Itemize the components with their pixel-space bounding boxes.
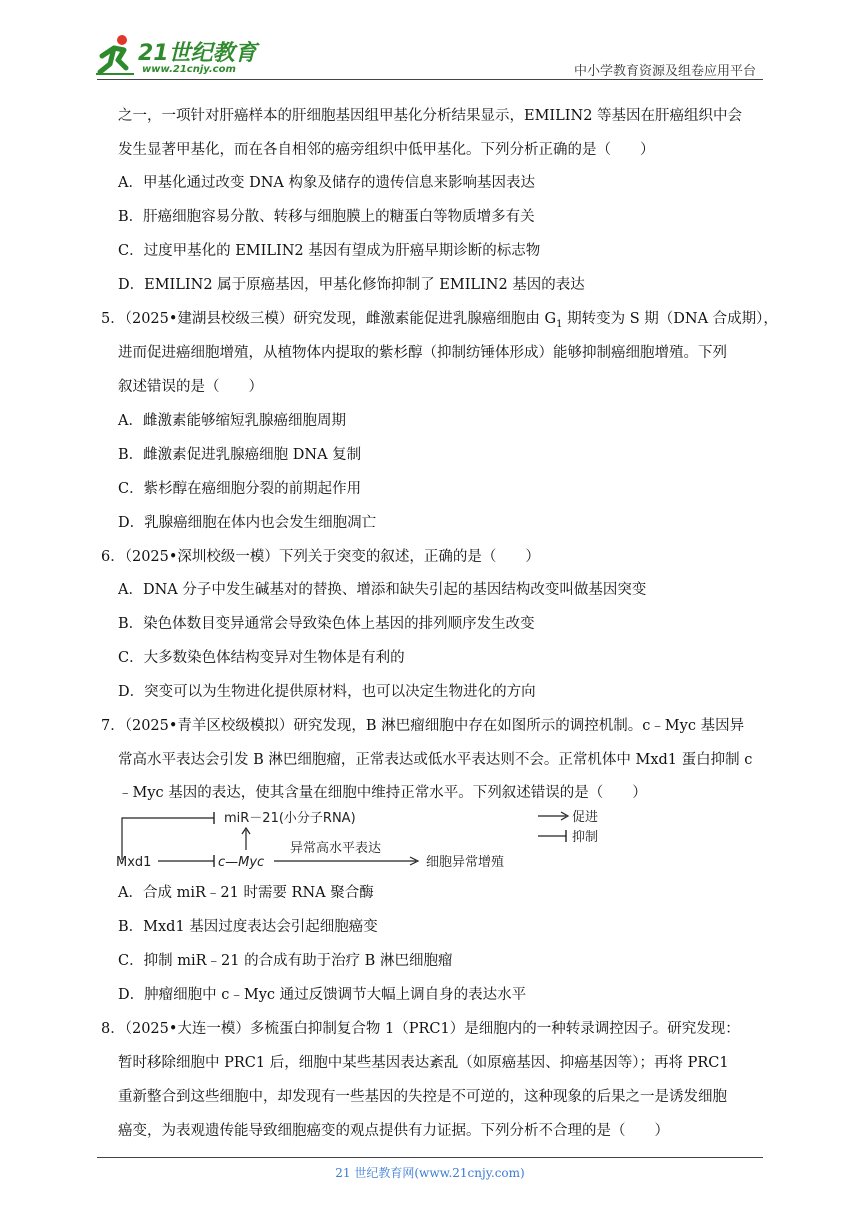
q4-option-a: A．甲基化通过改变 DNA 构象及储存的遗传信息来影响基因表达 [118, 175, 535, 191]
site-logo [92, 34, 262, 78]
result-label: 细胞异常增殖 [426, 855, 505, 870]
q8-stem-line-2: 暂时移除细胞中 PRC1 后，细胞中某些基因表达紊乱（如原癌基因、抑癌基因等）；再将 PRC1 [118, 1055, 729, 1071]
legend-inhibit-label: 抑制 [572, 830, 599, 845]
q7-option-d: D．肿瘤细胞中 c﹣Myc 通过反馈调节大幅上调自身的表达水平 [118, 987, 527, 1003]
platform-name: 中小学教育资源及组卷应用平台 [573, 64, 756, 79]
q5-option-b: B．雌激素促进乳腺癌细胞 DNA 复制 [118, 447, 362, 463]
q8-stem-line-1: 8．（2025•大连一模）多梳蛋白抑制复合物 1（PRC1）是细胞内的一种转录调控因子。研究发现： [101, 1021, 740, 1037]
q6-option-b: B．染色体数目变异通常会导致染色体上基因的排列顺序发生改变 [118, 616, 535, 632]
q4-option-b: B．肝癌细胞容易分散、转移与细胞膜上的糖蛋白等物质增多有关 [118, 209, 535, 225]
runner-logo-icon [96, 34, 136, 76]
q5-stem-line-2: 进而促进癌细胞增殖，从植物体内提取的紫杉醇（抑制纺锤体形成）能够抑制癌细胞增殖。下列 [118, 345, 727, 361]
q7-stem-line-3: ﹣Myc 基因的表达，使其含量在细胞中维持正常水平。下列叙述错误的是（ ） [118, 785, 647, 801]
q4-continuation-2: 发生显著甲基化，而在各自相邻的癌旁组织中低甲基化。下列分析正确的是（ ） [118, 142, 655, 158]
q7-option-a: A．合成 miR﹣21 时需要 RNA 聚合酶 [118, 885, 374, 901]
mxd1-label: Mxd1 [116, 855, 152, 870]
q5-stem-line-1 [101, 309, 778, 335]
q5-stem-part-b: 期转变为 S 期（DNA 合成期）， [562, 311, 778, 327]
q4-option-c: C．过度甲基化的 EMILIN2 基因有望成为肝癌早期诊断的标志物 [118, 243, 541, 259]
abnormal-expression-label: 异常高水平表达 [290, 841, 382, 856]
page-header [0, 0, 860, 80]
q6-option-d: D．突变可以为生物进化提供原材料，也可以决定生物进化的方向 [118, 684, 536, 700]
q4-continuation-1: 之一，一项针对肝癌样本的肝细胞基因组甲基化分析结果显示，EMILIN2 等基因在肝癌组织中会 [118, 108, 743, 124]
logo-url: www.21cnjy.com [142, 64, 236, 75]
q4-option-d: D．EMILIN2 属于原癌基因，甲基化修饰抑制了 EMILIN2 基因的表达 [118, 277, 585, 293]
logo-text: 21世纪教育 [138, 41, 257, 66]
q5-stem-part-a: 5．（2025•建湖县校级三模）研究发现，雌激素能促进乳腺癌细胞由 G [101, 311, 557, 327]
legend-promote-label: 促进 [572, 810, 599, 825]
q5-option-a: A．雌激素能够缩短乳腺癌细胞周期 [118, 413, 346, 429]
q8-stem-line-4: 癌变，为表观遗传能导致细胞癌变的观点提供有力证据。下列分析不合理的是（ ） [118, 1123, 669, 1139]
q7-option-c: C．抑制 miR﹣21 的合成有助于治疗 B 淋巴细胞瘤 [118, 953, 453, 969]
q6-stem: 6．（2025•深圳校级一模）下列关于突变的叙述，正确的是（ ） [101, 549, 540, 565]
q5-option-d: D．乳腺癌细胞在体内也会发生细胞凋亡 [118, 515, 377, 531]
q7-stem-line-2: 常高水平表达会引发 B 淋巴细胞瘤，正常表达或低水平表达则不会。正常机体中 Mxd1 蛋白抑制 c [118, 752, 753, 768]
q5-option-c: C．紫杉醇在癌细胞分裂的前期起作用 [118, 481, 362, 497]
q6-option-c: C．大多数染色体结构变异对生物体是有利的 [118, 650, 405, 666]
footer-divider [97, 1157, 763, 1158]
cmyc-label: c—Myc [218, 855, 265, 870]
mxd1-to-mir-link [122, 818, 214, 860]
q5-subscript: 1 [556, 318, 563, 330]
footer-link[interactable]: 21 世纪教育网(www.21cnjy.com) [335, 1166, 525, 1180]
q7-option-b: B．Mxd1 基因过度表达会引起细胞癌变 [118, 919, 378, 935]
q6-option-a: A．DNA 分子中发生碱基对的替换、增添和缺失引起的基因结构改变叫做基因突变 [118, 582, 647, 598]
q7-stem-line-1: 7．（2025•青羊区校级模拟）研究发现，B 淋巴瘤细胞中存在如图所示的调控机制。c﹣Myc 基因异 [101, 718, 745, 734]
header-divider [97, 79, 763, 80]
regulation-diagram [114, 806, 614, 876]
q5-stem-line-3: 叙述错误的是（ ） [118, 379, 263, 395]
mir21-label: miR－21(小分子RNA) [224, 811, 356, 826]
q8-stem-line-3: 重新整合到这些细胞中，却发现有一些基因的失控是不可逆的，这种现象的后果之一是诱发细胞 [118, 1089, 727, 1105]
